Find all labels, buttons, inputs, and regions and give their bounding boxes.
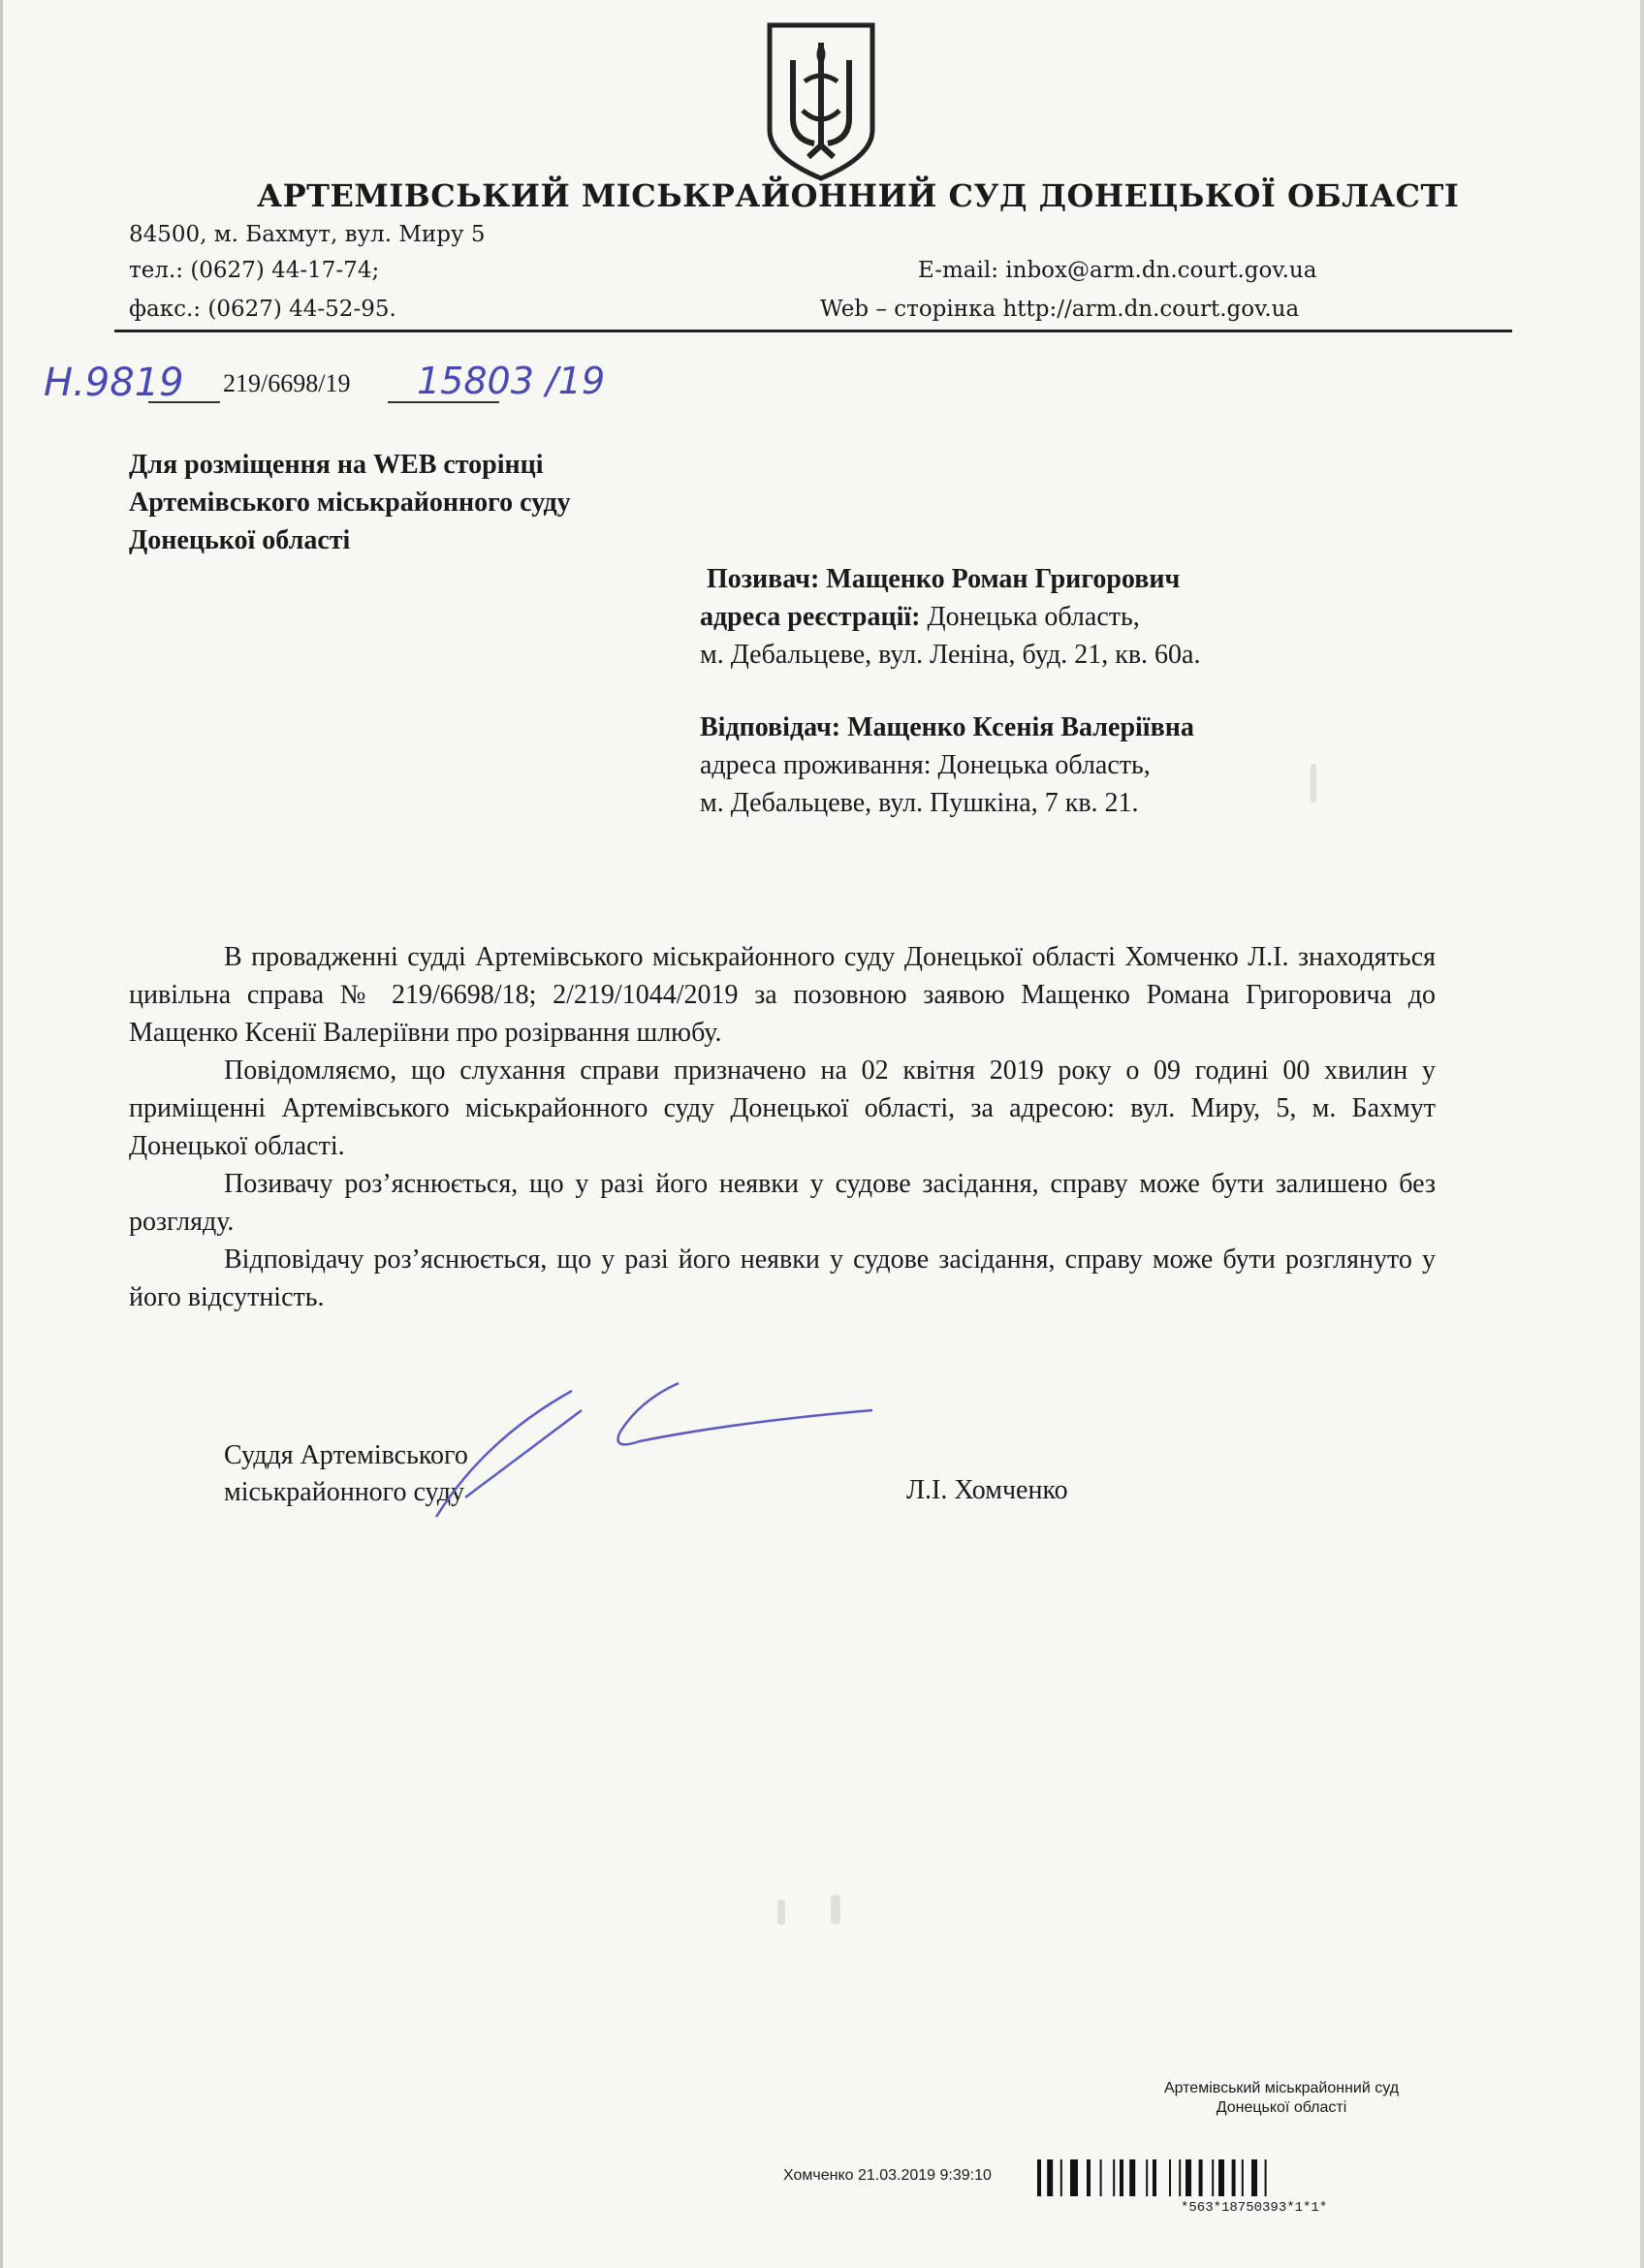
body-paragraph-hearing: Повідомляємо, що слухання справи призначено на 02 квітня 2019 року о 09 годині 00 хвилин у приміщенні Артемівського міськрайонного суду Донецької області, за адресою: вул. Миру, 5, м. Бахмут Донецької області. (129, 1055, 1436, 1161)
court-fax: факс.: (0627) 44-52-95. (129, 297, 396, 322)
defendant-line (700, 709, 1200, 746)
barcode-icon (1037, 2159, 1512, 2196)
barcode-bar (1087, 2159, 1091, 2196)
barcode-bar (1199, 2159, 1203, 2196)
barcode-text: *563*18750393*1*1* (1181, 2200, 1328, 2216)
barcode-bar (1212, 2159, 1214, 2196)
court-email: E-mail: inbox@arm.dn.court.gov.ua (918, 258, 1317, 283)
barcode-bar (1060, 2159, 1062, 2196)
stamp-line-2: Донецької області (1216, 2099, 1347, 2116)
barcode-bar (1232, 2159, 1236, 2196)
barcode-bar (1186, 2159, 1191, 2196)
body-paragraph-plaintiff-warning: Позивачу роз’яснюється, що у разі його неявки у судове засідання, справу може бути залишено без розгляду. (129, 1169, 1436, 1237)
scan-smudge (831, 1895, 840, 1924)
case-number: 219/6698/19 (223, 369, 351, 397)
barcode-bar (1218, 2159, 1224, 2196)
defendant-address-line-1: адреса проживання: Донецька область, (700, 750, 1151, 780)
defendant-label: Відповідач: (700, 712, 841, 742)
notice-body (129, 938, 1436, 1316)
barcode-bar (1265, 2159, 1267, 2196)
judge-title-line-2: міськрайонного суду (224, 1477, 465, 1507)
scan-smudge (777, 1900, 785, 1925)
body-paragraph-case: В провадженні судді Артемівського міськрайонного суду Донецької області Хомченко Л.І. знаходяться цивільна справа № 219/6698/18; 2/219/1044/2019 за позовною заявою Мащенко Романа Григоровича до Мащенко Ксенії Валеріївни про розірвання шлюбу. (129, 942, 1436, 1048)
barcode-bar (1169, 2159, 1171, 2196)
scan-edge-right (1640, 0, 1644, 2268)
handwritten-outgoing-number (44, 349, 722, 417)
barcode-bar (1070, 2159, 1078, 2196)
handwritten-signature (407, 1371, 882, 1527)
barcode-bar (1153, 2159, 1156, 2196)
plaintiff-address-line-2: м. Дебальцеве, вул. Леніна, буд. 21, кв. 60а. (700, 640, 1201, 670)
court-name: АРТЕМІВСЬКИЙ МІСЬКРАЙОННИЙ СУД ДОНЕЦЬКОЇ ОБЛАСТІ (257, 177, 1460, 214)
registered-by: Хомченко 21.03.2019 9:39:10 (783, 2167, 992, 2184)
registration-stamp (1136, 2079, 1427, 2118)
body-paragraph-defendant-warning: Відповідачу роз’яснюється, що у разі його неявки у судове засідання, справу може бути розглянуто у його відсутність. (129, 1244, 1436, 1312)
barcode-bar (1037, 2159, 1041, 2196)
barcode-bar (1129, 2159, 1135, 2196)
header-divider (114, 330, 1512, 332)
web-placement-line-3: Донецької області (129, 525, 351, 555)
barcode-bar (1120, 2159, 1123, 2196)
plaintiff-address-label: адреса реєстрації: (700, 602, 921, 632)
barcode-bar (1113, 2159, 1115, 2196)
web-placement-note (129, 446, 571, 559)
court-website: Web – сторінка http://arm.dn.court.gov.ua (820, 297, 1300, 322)
barcode-bar (1100, 2159, 1102, 2196)
handwritten-prefix: Н.9819 (44, 361, 184, 405)
court-address: 84500, м. Бахмут, вул. Миру 5 (129, 222, 486, 247)
web-placement-line-2: Артемівського міськрайонного суду (129, 488, 571, 518)
plaintiff-address-region: Донецька область, (927, 602, 1140, 632)
judge-title-line-1: Суддя Артемівського (224, 1440, 468, 1470)
defendant-address-line-2: м. Дебальцеве, вул. Пушкіна, 7 кв. 21. (700, 788, 1139, 818)
scan-edge-left (0, 0, 3, 2268)
stamp-line-1: Артемівський міськрайонний суд (1163, 2080, 1400, 2096)
barcode-bar (1179, 2159, 1181, 2196)
handwritten-suffix: 15803 /19 (417, 360, 606, 402)
barcode-bar (1146, 2159, 1148, 2196)
parties-block (700, 560, 1200, 822)
barcode-bar (1242, 2159, 1244, 2196)
coat-of-arms-icon (764, 21, 878, 181)
plaintiff-address-line-1 (700, 598, 1200, 636)
plaintiff-line (700, 560, 1200, 598)
barcode-bar (1047, 2159, 1053, 2196)
court-phone: тел.: (0627) 44-17-74; (129, 258, 380, 283)
web-placement-line-1: Для розміщення на WEB сторінці (129, 450, 544, 480)
plaintiff-name: Мащенко Роман Григорович (826, 564, 1181, 594)
plaintiff-label: Позивач: (707, 564, 820, 594)
judge-name: Л.І. Хомченко (906, 1475, 1068, 1505)
scan-smudge (1311, 764, 1316, 803)
defendant-name: Мащенко Ксенія Валеріївна (847, 712, 1194, 742)
barcode-bar (1251, 2159, 1257, 2196)
